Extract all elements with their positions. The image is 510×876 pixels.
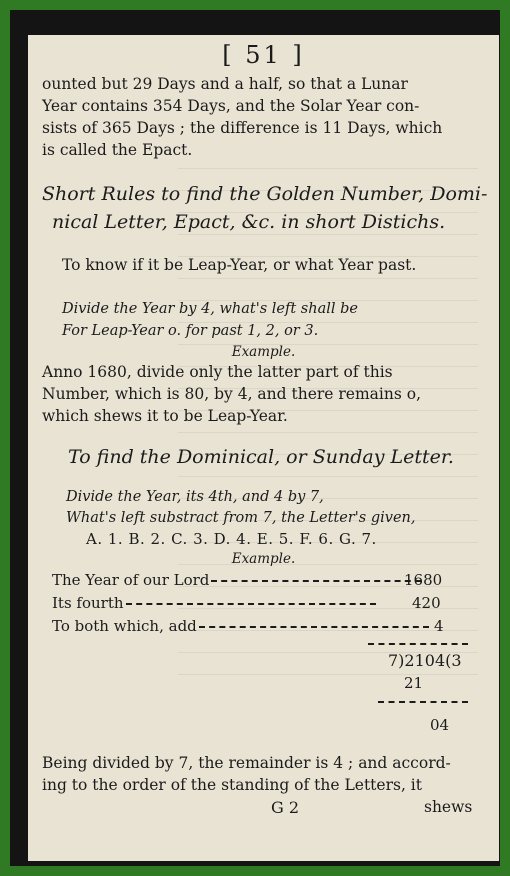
calc-row-year xyxy=(52,571,423,589)
calc-fourth-value: 420 xyxy=(412,594,441,612)
distich2-line-2: What's left substract from 7, the Letter's given, xyxy=(66,510,416,526)
leader-dashes xyxy=(211,580,421,582)
calc-year-value: 1680 xyxy=(404,571,443,589)
calc-row-add xyxy=(52,617,431,635)
leader-dashes xyxy=(199,626,429,628)
para1-line-3: sists of 365 Days ; the difference is 11 Days, which xyxy=(42,119,443,137)
signature-mark: G 2 xyxy=(271,798,300,817)
leap-year-title: To know if it be Leap-Year, or what Year past. xyxy=(62,256,417,274)
leader-dashes xyxy=(126,603,376,605)
example2-label: Example. xyxy=(231,551,296,567)
para1-line-1: ounted but 29 Days and a half, so that a Lunar xyxy=(42,75,408,93)
letters-line: A. 1. B. 2. C. 3. D. 4. E. 5. F. 6. G. 7. xyxy=(86,530,377,548)
division-rule xyxy=(378,701,468,703)
distich2-line-1: Divide the Year, its 4th, and 4 by 7, xyxy=(66,489,324,505)
para3-line-2: ing to the order of the standing of the Letters, it xyxy=(42,776,422,794)
sum-rule xyxy=(368,643,468,645)
calc-add-value: 4 xyxy=(434,617,444,635)
calc-add-label: To both which, add xyxy=(52,617,197,635)
para1-line-2: Year contains 354 Days, and the Solar Year con- xyxy=(42,97,420,115)
heading-golden-number-2: nical Letter, Epact, &c. in short Distichs. xyxy=(52,211,446,233)
heading-golden-number-1: Short Rules to find the Golden Number, Domi- xyxy=(42,183,488,205)
distich1-line-2: For Leap-Year o. for past 1, 2, or 3. xyxy=(62,323,319,339)
heading-dominical-letter: To find the Dominical, or Sunday Letter. xyxy=(68,446,454,468)
para1-line-4: is called the Epact. xyxy=(42,141,193,159)
division-line: 7)2104(3 xyxy=(388,651,462,670)
calc-row-fourth xyxy=(52,594,378,612)
division-remainder: 04 xyxy=(430,716,450,734)
para3-line-1: Being divided by 7, the remainder is 4 ; and accord- xyxy=(42,754,451,772)
division-subtrahend: 21 xyxy=(404,674,424,692)
catchword: shews xyxy=(424,798,473,816)
para2-line-2: Number, which is 80, by 4, and there remains o, xyxy=(42,385,422,403)
para2-line-3: which shews it to be Leap-Year. xyxy=(42,407,288,425)
calc-fourth-label: Its fourth xyxy=(52,594,124,612)
distich1-line-1: Divide the Year by 4, what's left shall be xyxy=(62,301,358,317)
calc-year-label: The Year of our Lord xyxy=(52,571,210,589)
para2-line-1: Anno 1680, divide only the latter part of this xyxy=(42,363,393,381)
page-number: [ 51 ] xyxy=(222,41,305,69)
page-frame xyxy=(10,10,500,866)
example1-label: Example. xyxy=(231,344,296,360)
book-page xyxy=(28,35,499,861)
